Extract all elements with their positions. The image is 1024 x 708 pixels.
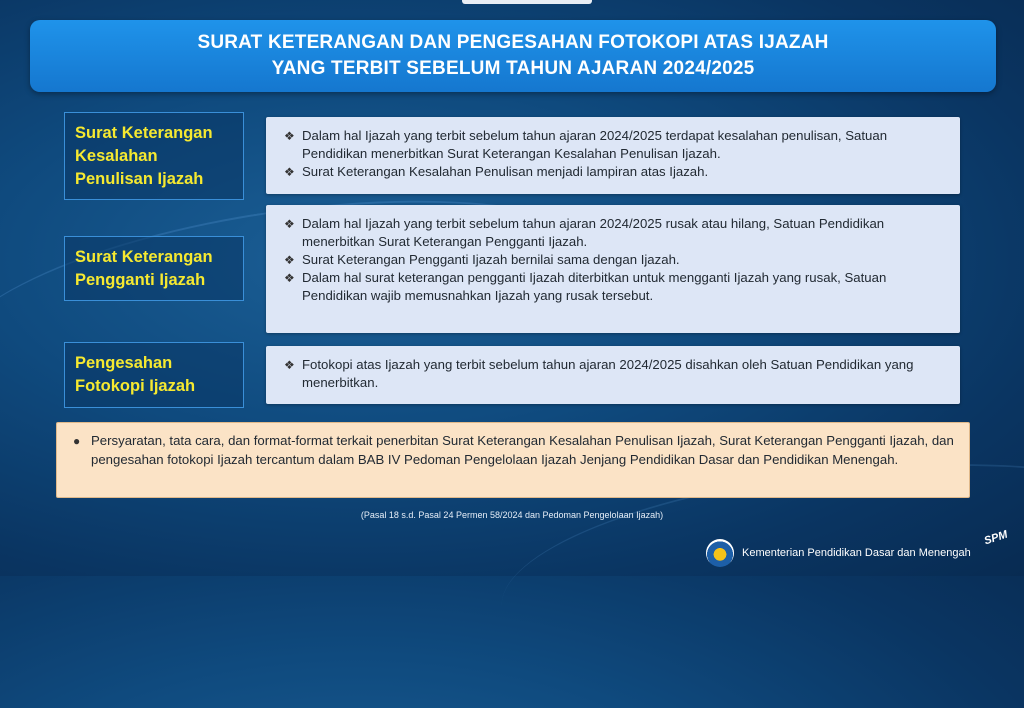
title-banner [30,20,996,92]
section-label-pengganti [64,236,244,301]
dot-bullet-icon: ● [73,434,81,448]
section-label-pengesahan [64,342,244,408]
list-item [71,432,955,469]
diamond-bullet-icon: ❖ [284,358,295,372]
section-label-kesalahan [64,112,244,200]
diamond-bullet-icon: ❖ [284,129,295,143]
section-label-line: Pengganti Ijazah [75,270,206,289]
section-label-line: Surat Keterangan [75,247,213,266]
section-label-line: Penulisan Ijazah [75,169,204,188]
bullet-text: Dalam hal Ijazah yang terbit sebelum tahun ajaran 2024/2025 terdapat kesalahan penulisan, Satuan Pendidikan menerbitkan Surat Keterangan Kesalahan Penulisan Ijazah. [302,128,888,161]
title-line-2: YANG TERBIT SEBELUM TAHUN AJARAN 2024/2025 [271,58,755,79]
section-content-pengganti [266,205,960,333]
bullet-text: Surat Keterangan Pengganti Ijazah bernilai sama dengan Ijazah. [302,252,680,267]
section-label-line: Kesalahan [75,146,158,165]
diamond-bullet-icon: ❖ [284,165,295,179]
list-item [284,251,946,269]
corner-logo-mark: SPM [982,528,1010,548]
diamond-bullet-icon: ❖ [284,217,295,231]
section-label-line: Fotokopi Ijazah [75,377,196,395]
list-item [284,215,946,251]
ministry-name: Kementerian Pendidikan Dasar dan Menengah [742,547,971,559]
bullet-text: Dalam hal surat keterangan pengganti Ijazah diterbitkan untuk mengganti Ijazah yang rusak, Satuan Pendidikan wajib memusnahkan Ijazah yang rusak tersebut. [302,270,887,303]
list-item [284,127,946,163]
legal-reference: (Pasal 18 s.d. Pasal 24 Permen 58/2024 dan Pedoman Pengelolaan Ijazah) [360,510,664,520]
note-text: Persyaratan, tata cara, dan format-format terkait penerbitan Surat Keterangan Kesalahan Penulisan Ijazah, Surat Keterangan Pengganti Ijazah, dan pengesahan fotokopi Ijazah tercantum dalam BAB IV Pedoman Pengelolaan Ijazah Jenjang Pendidikan Dasar dan Pendidikan Menengah. [91,433,954,467]
list-item [284,163,946,181]
list-item [284,356,946,392]
bullet-text: Fotokopi atas Ijazah yang terbit sebelum tahun ajaran 2024/2025 disahkan oleh Satuan Pendidikan yang menerbitkan. [302,357,914,390]
footer [706,538,971,568]
bullet-text: Surat Keterangan Kesalahan Penulisan menjadi lampiran atas Ijazah. [302,164,709,179]
section-content-kesalahan [266,117,960,194]
bullet-text: Dalam hal Ijazah yang terbit sebelum tahun ajaran 2024/2025 rusak atau hilang, Satuan Pendidikan menerbitkan Surat Keterangan Pengganti Ijazah. [302,216,885,249]
top-tab [462,0,592,4]
section-content-pengesahan [266,346,960,404]
list-item [284,269,946,305]
diamond-bullet-icon: ❖ [284,253,295,267]
ministry-logo-icon [706,539,734,567]
section-label-line: Surat Keterangan [75,123,213,142]
title-line-1: SURAT KETERANGAN DAN PENGESAHAN FOTOKOPI ATAS IJAZAH [197,32,829,53]
diamond-bullet-icon: ❖ [284,271,295,285]
section-label-line: Pengesahan [75,354,173,372]
note-box [56,422,970,498]
